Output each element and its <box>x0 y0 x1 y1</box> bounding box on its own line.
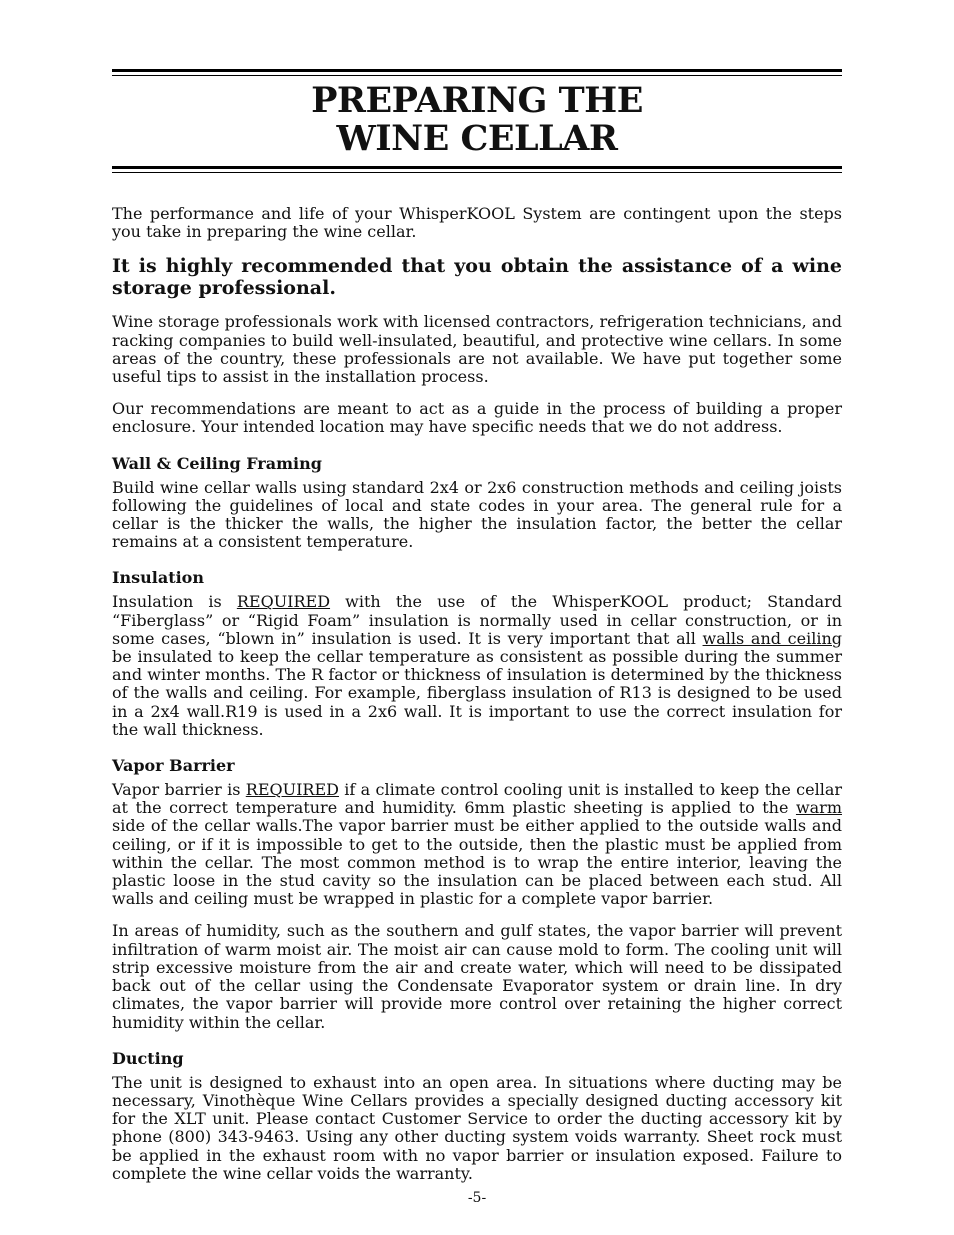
page-content <box>112 69 842 1183</box>
section-heading-vapor-barrier: Vapor Barrier <box>112 756 235 776</box>
intro-paragraph: The performance and life of your WhisperKOOL System are contingent upon the steps you take in preparing the wine cellar. <box>112 204 842 242</box>
recommendation-callout: It is highly recommended that you obtain the assistance of a wine storage professional. <box>112 255 842 300</box>
walls-ceiling-emphasis: walls and ceiling <box>702 628 842 648</box>
title-line-1: PREPARING THE <box>311 80 643 121</box>
title-rule-top <box>112 69 842 76</box>
section-heading-insulation: Insulation <box>112 568 204 588</box>
vapor-barrier-humidity-text: In areas of humidity, such as the southern and gulf states, the vapor barrier will prevent infiltration of warm moist air. The moist air can cause mold to form. The cooling unit will strip excessive moisture from the air and create water, which will need to be dissipated back out of the cellar using the Condensate Evaporator system or drain line. In dry climates, the vapor barrier will provide more control over retaining the higher correct humidity within the cellar. <box>112 921 842 1032</box>
warm-emphasis: warm <box>795 798 842 818</box>
body-paragraph: Wine storage professionals work with licensed contractors, refrigeration technicians, and racking companies to build well-insulated, beautiful, and protective wine cellars. In some areas of the country, these professionals are not available. We have put together some useful tips to assist in the installation process. <box>112 312 842 387</box>
ducting-text: The unit is designed to exhaust into an open area. In situations where ducting may be necessary, Vinothèque Wine Cellars provides a specially designed ducting accessory kit for the XLT unit. Please contact Customer Service to order the ducting accessory kit by phone (800) 343-9463. Using any other ducting system voids warranty. Sheet rock must be applied in the exhaust room with no vapor barrier or insulation exposed. Failure to complete the wine cellar voids the warranty. <box>112 1072 842 1183</box>
insulation-text-part: with the use of the WhisperKOOL product; Standard “Fiberglass” or “Rigid Foam” insulation is normally used in cellar construction, or in some cases, “blown in” insulation is used. It is very important that all <box>112 592 843 648</box>
title-rule-bottom <box>112 166 842 173</box>
page-number: -5- <box>467 1190 487 1206</box>
body-paragraph: Our recommendations are meant to act as a guide in the process of building a proper enclosure. Your intended location may have specific needs that we do not address. <box>112 399 842 437</box>
page-title <box>112 82 842 158</box>
vapor-barrier-text <box>112 781 842 908</box>
vapor-text-part: if a climate control cooling unit is installed to keep the cellar at the correct temperature and humidity. 6mm plastic sheeting is applied to the <box>112 780 843 818</box>
insulation-text-part: be insulated to keep the cellar temperature as consistent as possible during the summer and winter months. The R factor or thickness of insulation is determined by the thickness of the walls and ceiling. For example, fiberglass insulation of R13 is designed to be used in a 2x4 wall.R19 is used in a 2x6 wall. It is important to use the correct insulation for the wall thickness. <box>112 647 842 739</box>
vapor-text-part: side of the cellar walls.The vapor barrier must be either applied to the outside walls and ceiling, or if it is impossible to get to the outside, then the plastic must be applied from within the cellar. The most common method is to wrap the entire interior, leaving the plastic loose in the stud cavity so the insulation can be placed between each stud. All walls and ceiling must be wrapped in plastic for a complete vapor barrier. <box>112 816 842 909</box>
framing-text: Build wine cellar walls using standard 2x4 or 2x6 construction methods and ceiling joists following the guidelines of local and state codes in your area. The general rule for a cellar is the thicker the walls, the higher the insulation factor, the better the cellar remains at a consistent temperature. <box>112 477 842 552</box>
required-emphasis: REQUIRED <box>236 592 331 612</box>
insulation-text-part: Insulation is <box>112 592 237 612</box>
vapor-text-part: Vapor barrier is <box>112 780 246 800</box>
required-emphasis: REQUIRED <box>245 780 339 800</box>
insulation-text <box>112 593 842 739</box>
title-line-2: WINE CELLAR <box>336 118 618 159</box>
section-heading-ducting: Ducting <box>112 1048 184 1068</box>
section-heading-framing: Wall & Ceiling Framing <box>112 453 322 473</box>
